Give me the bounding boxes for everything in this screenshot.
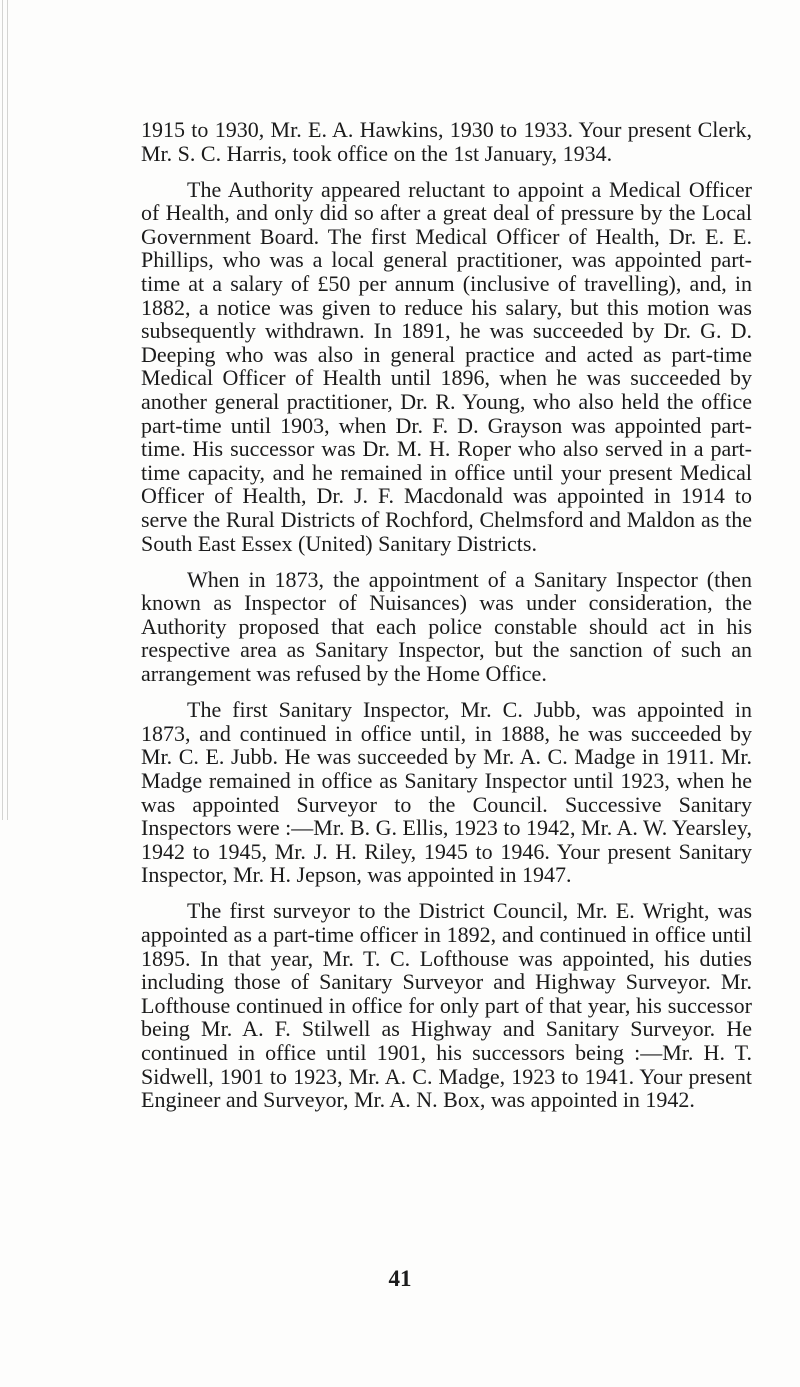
scan-edge-line bbox=[2, 0, 3, 820]
paragraph: The first surveyor to the District Council, Mr. E. Wright, was appointed as a part-time officer in 1892, and continued in office until 1895. In that year, Mr. T. C. Lofthouse was appointed, his duties including those of Sanitary Surveyor and Highway Surveyor. Mr. Lofthouse continued in office for only part of that year, his successor being Mr. A. F. Stilwell as Highway and Sanitary Surveyor. He continued in office until 1901, his successors being :—Mr. H. T. Sidwell, 1901 to 1923, Mr. A. C. Madge, 1923 to 1941. Your present Engineer and Surveyor, Mr. A. N. Box, was appointed in 1942. bbox=[141, 898, 752, 1113]
paragraph: 1915 to 1930, Mr. E. A. Hawkins, 1930 to 1933. Your present Clerk, Mr. S. C. Harris, took office on the 1st January, 1934. bbox=[141, 117, 752, 166]
paragraph: When in 1873, the appointment of a Sanitary Inspector (then known as Inspector of Nuisances) was under consideration, the Authority proposed that each police constable should act in his respective area as Sanitary Inspector, but the sanction of such an arrangement was refused by the Home Office. bbox=[141, 566, 752, 687]
scan-edge-line bbox=[7, 0, 8, 820]
body-text bbox=[141, 118, 752, 1124]
page-number: 41 bbox=[388, 1266, 412, 1291]
paragraph: The first Sanitary Inspector, Mr. C. Jubb, was appointed in 1873, and continued in office until, in 1888, he was succeeded by Mr. C. E. Jubb. He was succeeded by Mr. A. C. Madge in 1911. Mr. Madge remained in office as Sanitary Inspector until 1923, when he was appointed Surveyor to the Council. Successive Sanitary Inspectors were :—Mr. B. G. Ellis, 1923 to 1942, Mr. A. W. Yearsley, 1942 to 1945, Mr. J. H. Riley, 1945 to 1946. Your present Sanitary Inspector, Mr. H. Jepson, was appointed in 1947. bbox=[141, 697, 752, 888]
paragraph: The Authority appeared reluctant to appoint a Medical Officer of Health, and only did so after a great deal of pressure by the Local Government Board. The first Medical Officer of Health, Dr. E. E. Phillips, who was a local general practitioner, was appointed part-time at a salary of £50 per annum (inclusive of travelling), and, in 1882, a notice was given to reduce his salary, but this motion was subsequently withdrawn. In 1891, he was succeeded by Dr. G. D. Deeping who was also in general practice and acted as part-time Medical Officer of Health until 1896, when he was succeeded by another general practitioner, Dr. R. Young, who also held the office part-time until 1903, when Dr. F. D. Grayson was appointed part-time. His successor was Dr. M. H. Roper who also served in a part-time capacity, and he remained in office until your present Medical Officer of Health, Dr. J. F. Macdonald was appointed in 1914 to serve the Rural Districts of Rochford, Chelmsford and Maldon as the South East Essex (United) Sanitary Districts. bbox=[141, 176, 752, 556]
